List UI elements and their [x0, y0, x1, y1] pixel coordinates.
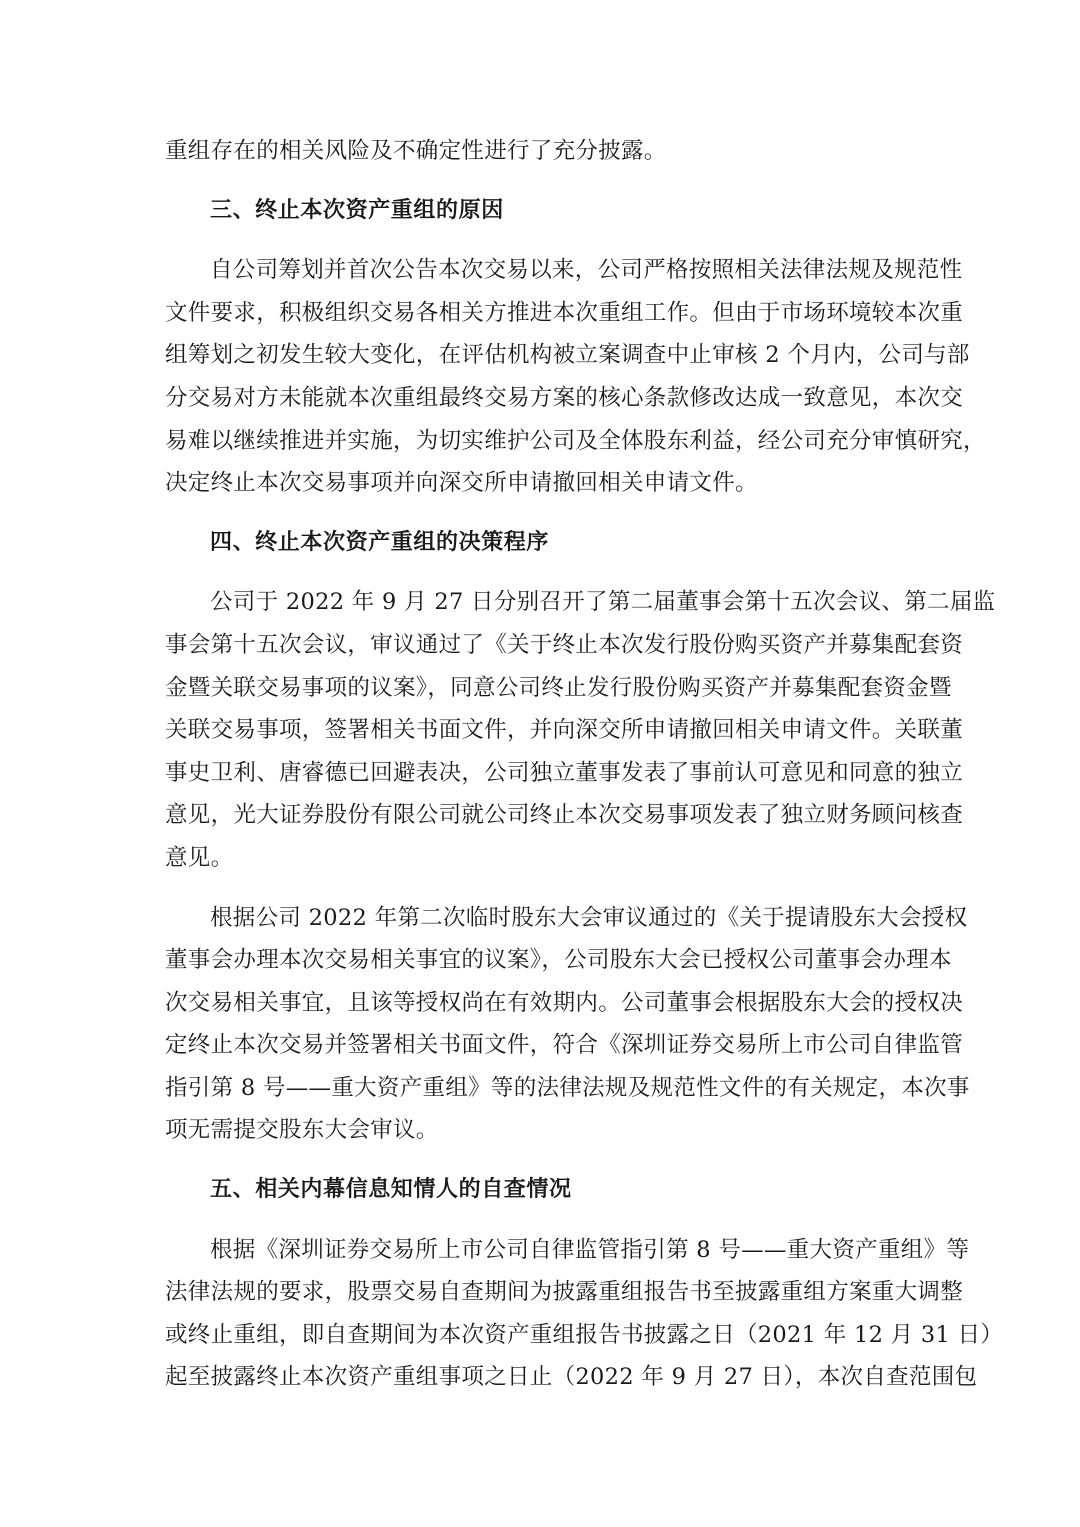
paragraph-line: 公司于 2022 年 9 月 27 日分别召开了第二届董事会第十五次会议、第二届监: [210, 589, 996, 616]
paragraph-line: 法律法规的要求，股票交易自查期间为披露重组报告书至披露重组方案重大调整: [165, 1279, 964, 1306]
paragraph-line: 事史卫利、唐睿德已回避表决，公司独立董事发表了事前认可意见和同意的独立: [165, 759, 964, 786]
paragraph-line: 易难以继续推进并实施，为切实维护公司及全体股东利益，经公司充分审慎研究，: [165, 427, 986, 454]
section-5-paragraph: [165, 1229, 1004, 1399]
section-4-paragraph-2: [165, 897, 970, 1153]
paragraph-line: 次交易相关事宜，且该等授权尚在有效期内。公司董事会根据股东大会的授权决: [165, 989, 964, 1016]
paragraph-line: 意见，光大证券股份有限公司就公司终止本次交易事项发表了独立财务顾问核查: [165, 802, 964, 829]
section-heading-3: 三、终止本次资产重组的原因: [210, 197, 504, 223]
paragraph-line: 文件要求，积极组织交易各相关方推进本次重组工作。但由于市场环境较本次重: [165, 299, 964, 326]
paragraph-line: 决定终止本次交易事项并向深交所申请撤回相关申请文件。: [165, 470, 758, 497]
section-heading-4: 四、终止本次资产重组的决策程序: [210, 529, 550, 555]
paragraph-line: 自公司筹划并首次公告本次交易以来，公司严格按照相关法律法规及规范性: [210, 257, 963, 284]
paragraph-line: 起至披露终止本次资产重组事项之日止（2022 年 9 月 27 日），本次自查范围包: [165, 1364, 978, 1391]
paragraph-line: 关联交易事项，签署相关书面文件，并向深交所申请撤回相关申请文件。关联董: [165, 717, 964, 744]
paragraph-line: 或终止重组，即自查期间为本次资产重组报告书披露之日（2021 年 12 月 31 日）: [165, 1321, 1004, 1348]
paragraph-line: 指引第 8 号——重大资产重组》等的法律法规及规范性文件的有关规定，本次事: [165, 1074, 970, 1101]
paragraph-line: 根据《深圳证券交易所上市公司自律监管指引第 8 号——重大资产重组》等: [210, 1236, 970, 1263]
paragraph-line: 董事会办理本次交易相关事宜的议案》，公司股东大会已授权公司董事会办理本: [165, 947, 952, 974]
paragraph-line: 金暨关联交易事项的议案》，同意公司终止发行股份购买资产并募集配套资金暨: [165, 674, 952, 701]
section-3-paragraph: [165, 249, 986, 505]
paragraph-line: 意见。: [165, 844, 234, 871]
section-heading-5: 五、相关内幕信息知情人的自查情况: [210, 1177, 572, 1203]
paragraph-line: 事会第十五次会议，审议通过了《关于终止本次发行股份购买资产并募集配套资: [165, 631, 964, 658]
paragraph-line: 重组存在的相关风险及不确定性进行了充分披露。: [165, 138, 667, 164]
paragraph-line: 分交易对方未能就本次重组最终交易方案的核心条款修改达成一致意见，本次交: [165, 384, 964, 411]
paragraph-line: 根据公司 2022 年第二次临时股东大会审议通过的《关于提请股东大会授权: [210, 904, 968, 931]
paragraph-line: 项无需提交股东大会审议。: [165, 1117, 439, 1144]
section-4-paragraph-1: [165, 581, 996, 879]
paragraph-line: 组筹划之初发生较大变化，在评估机构被立案调查中止审核 2 个月内，公司与部: [165, 342, 970, 369]
paragraph-line: 定终止本次交易并签署相关书面文件，符合《深圳证券交易所上市公司自律监管: [165, 1032, 964, 1059]
document-body: [165, 130, 1004, 1399]
